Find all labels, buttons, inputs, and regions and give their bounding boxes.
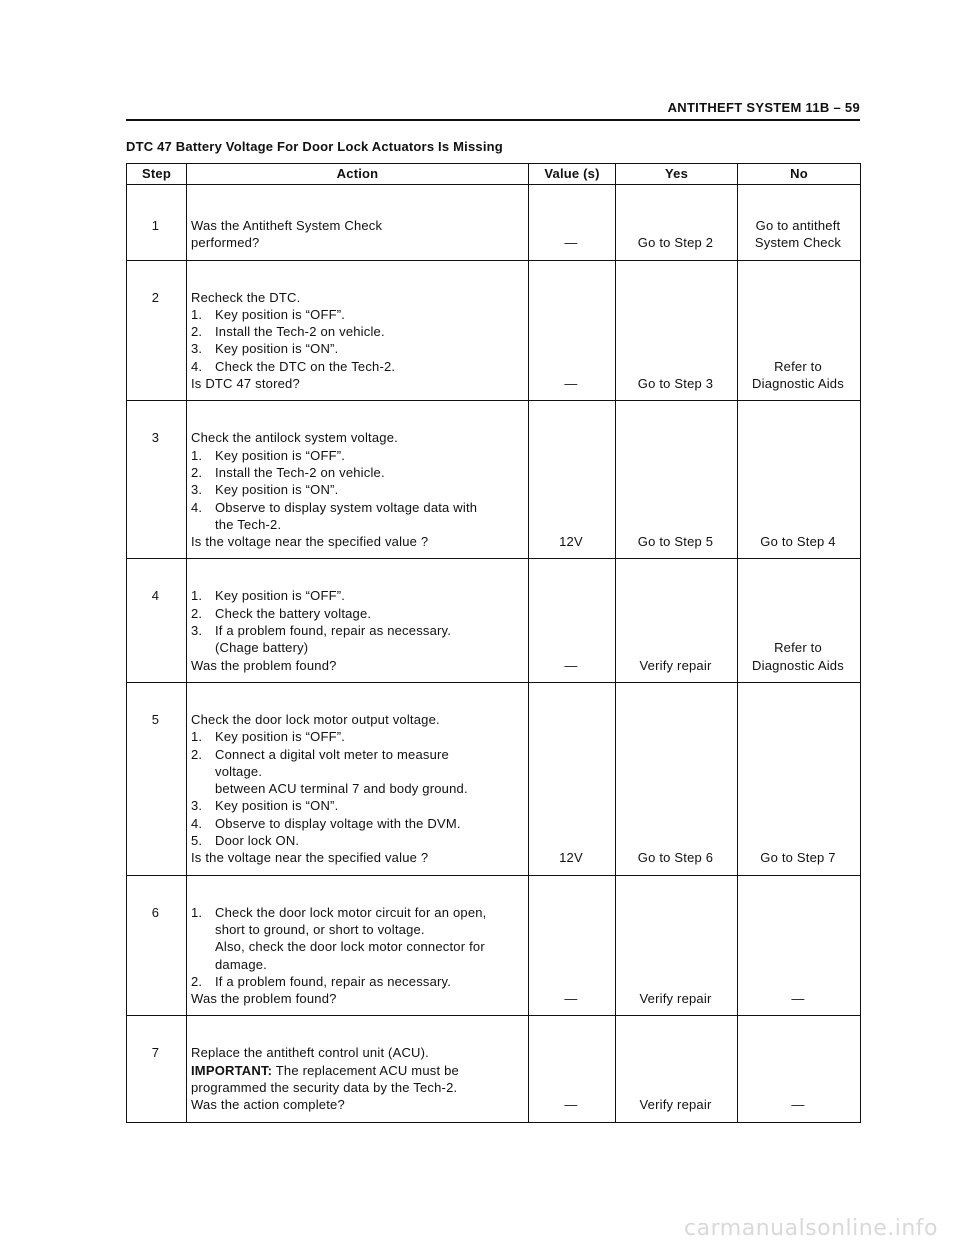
list-number: 3. <box>191 798 203 814</box>
list-body <box>215 499 477 534</box>
no-line: — <box>791 991 805 1007</box>
list-text: Key position is “OFF”. <box>215 306 346 322</box>
no-line: Go to antitheft <box>755 218 841 233</box>
list-number: 3. <box>191 623 203 639</box>
action-line: Check the door lock motor output voltage. <box>191 711 440 727</box>
list-number: 1. <box>191 306 203 322</box>
no-line: Refer to <box>774 640 822 656</box>
list-text: Key position is “ON”. <box>215 798 339 814</box>
list-body <box>215 447 345 464</box>
list-continuation: between ACU terminal 7 and body ground. <box>215 781 468 797</box>
action-cell <box>187 185 529 261</box>
value-cell: — <box>529 260 616 401</box>
step-cell: 6 <box>127 875 187 1016</box>
action-question: Is DTC 47 stored? <box>191 376 300 392</box>
step-cell: 3 <box>127 401 187 559</box>
value-cell: — <box>529 559 616 682</box>
list-text: If a problem found, repair as necessary. <box>215 623 452 639</box>
list-number: 2. <box>191 746 203 762</box>
important-label: IMPORTANT: <box>191 1062 273 1078</box>
value-cell: — <box>529 1016 616 1122</box>
list-text: Connect a digital volt meter to measure <box>215 746 449 762</box>
action-cell <box>187 1016 529 1122</box>
action-question: Is the voltage near the specified value ? <box>191 850 429 866</box>
list-body <box>215 306 345 323</box>
list-text: Observe to display system voltage data with <box>215 499 478 515</box>
list-number: 1. <box>191 588 203 604</box>
watermark <box>0 1212 960 1244</box>
list-number: 4. <box>191 358 203 374</box>
list-text: Check the door lock motor circuit for an open, <box>215 904 487 920</box>
table-header-row <box>127 164 861 185</box>
action-cell <box>187 260 529 401</box>
no-line: Go to Step 4 <box>760 534 836 550</box>
list-text: Key position is “ON”. <box>215 482 339 498</box>
list-number: 1. <box>191 904 203 920</box>
list-number: 2. <box>191 973 203 989</box>
no-line: Refer to <box>774 358 822 374</box>
table-row <box>127 559 861 682</box>
action-cell <box>187 682 529 875</box>
action-list-item <box>191 832 522 849</box>
action-list-item <box>191 358 522 375</box>
list-continuation: damage. <box>215 956 267 972</box>
list-continuation: voltage. <box>215 763 263 779</box>
action-question: Was the problem found? <box>191 991 337 1007</box>
list-continuation: the Tech-2. <box>215 516 282 532</box>
table-row <box>127 401 861 559</box>
action-cell <box>187 401 529 559</box>
action-list-item <box>191 605 522 622</box>
yes-cell: Go to Step 5 <box>616 401 738 559</box>
step-cell: 2 <box>127 260 187 401</box>
col-step-header: Step <box>127 164 187 185</box>
list-text: Observe to display voltage with the DVM. <box>215 815 461 831</box>
list-body <box>215 815 461 832</box>
value-cell: — <box>529 185 616 261</box>
action-line: performed? <box>191 235 260 251</box>
table-row <box>127 875 861 1016</box>
value-cell: 12V <box>529 682 616 875</box>
action-list-item <box>191 728 522 745</box>
table-row <box>127 682 861 875</box>
list-body <box>215 605 371 622</box>
list-body <box>215 973 451 990</box>
important-line <box>191 1062 522 1079</box>
action-list-item <box>191 904 522 973</box>
list-body <box>215 622 451 657</box>
action-question: Is the voltage near the specified value ? <box>191 534 429 550</box>
col-action-header: Action <box>187 164 529 185</box>
list-number: 2. <box>191 605 203 621</box>
list-number: 3. <box>191 341 203 357</box>
no-cell <box>738 185 861 261</box>
list-body <box>215 797 338 814</box>
no-line: Go to Step 7 <box>760 850 836 866</box>
action-list-item <box>191 797 522 814</box>
list-text: Door lock ON. <box>215 833 300 849</box>
action-cell <box>187 875 529 1016</box>
list-body <box>215 464 385 481</box>
dtc-title: DTC 47 Battery Voltage For Door Lock Actuators Is Missing <box>126 139 503 154</box>
header-rule <box>126 119 860 121</box>
list-text: Key position is “ON”. <box>215 341 339 357</box>
list-text: If a problem found, repair as necessary. <box>215 973 452 989</box>
value-cell: — <box>529 875 616 1016</box>
list-number: 2. <box>191 324 203 340</box>
list-body <box>215 358 395 375</box>
action-list-item <box>191 323 522 340</box>
yes-cell: Go to Step 3 <box>616 260 738 401</box>
action-question: Was the action complete? <box>191 1097 345 1113</box>
list-text: Install the Tech-2 on vehicle. <box>215 464 385 480</box>
diagnostic-table <box>126 163 861 1123</box>
step-cell: 4 <box>127 559 187 682</box>
list-body <box>215 832 299 849</box>
col-value-header: Value (s) <box>529 164 616 185</box>
yes-cell: Go to Step 2 <box>616 185 738 261</box>
list-body <box>215 904 487 973</box>
action-question: Was the problem found? <box>191 657 337 673</box>
action-list-item <box>191 973 522 990</box>
list-text: Check the DTC on the Tech-2. <box>215 358 396 374</box>
no-cell <box>738 401 861 559</box>
step-cell: 1 <box>127 185 187 261</box>
action-list-item <box>191 340 522 357</box>
no-cell <box>738 559 861 682</box>
list-body <box>215 746 468 798</box>
action-list-item <box>191 587 522 604</box>
table-row <box>127 260 861 401</box>
no-cell <box>738 1016 861 1122</box>
action-line: Recheck the DTC. <box>191 289 301 305</box>
list-number: 4. <box>191 499 203 515</box>
table-row <box>127 1016 861 1122</box>
important-text: The replacement ACU must be <box>272 1062 459 1078</box>
list-body <box>215 587 345 604</box>
action-list-item <box>191 815 522 832</box>
no-cell <box>738 260 861 401</box>
list-continuation: (Chage battery) <box>215 640 309 656</box>
list-body <box>215 728 345 745</box>
list-body <box>215 481 338 498</box>
action-list-item <box>191 746 522 798</box>
no-cell <box>738 682 861 875</box>
action-line: Replace the antitheft control unit (ACU). <box>191 1045 429 1061</box>
list-number: 1. <box>191 729 203 745</box>
list-number: 2. <box>191 464 203 480</box>
no-line: — <box>791 1097 805 1113</box>
col-yes-header: Yes <box>616 164 738 185</box>
action-list-item <box>191 306 522 323</box>
list-text: Key position is “OFF”. <box>215 588 346 604</box>
yes-cell: Verify repair <box>616 1016 738 1122</box>
col-no-header: No <box>738 164 861 185</box>
yes-cell: Go to Step 6 <box>616 682 738 875</box>
no-line: Diagnostic Aids <box>752 376 844 392</box>
list-body <box>215 323 385 340</box>
list-body <box>215 340 338 357</box>
action-list-item <box>191 499 522 534</box>
step-cell: 7 <box>127 1016 187 1122</box>
action-list-item <box>191 464 522 481</box>
table-row <box>127 185 861 261</box>
list-text: Key position is “OFF”. <box>215 447 346 463</box>
action-list-item <box>191 447 522 464</box>
list-number: 1. <box>191 447 203 463</box>
step-cell: 5 <box>127 682 187 875</box>
list-continuation: Also, check the door lock motor connector for <box>215 939 485 955</box>
value-cell: 12V <box>529 401 616 559</box>
list-number: 5. <box>191 833 203 849</box>
list-continuation: short to ground, or short to voltage. <box>215 921 425 937</box>
page-header: ANTITHEFT SYSTEM 11B – 59 <box>667 100 860 115</box>
yes-cell: Verify repair <box>616 875 738 1016</box>
important-continuation: programmed the security data by the Tech-2. <box>191 1079 458 1095</box>
yes-cell: Verify repair <box>616 559 738 682</box>
list-text: Check the battery voltage. <box>215 605 372 621</box>
list-text: Install the Tech-2 on vehicle. <box>215 324 385 340</box>
list-text: Key position is “OFF”. <box>215 729 346 745</box>
action-list-item <box>191 481 522 498</box>
no-cell <box>738 875 861 1016</box>
no-line: Diagnostic Aids <box>752 657 844 673</box>
no-line: System Check <box>754 235 842 251</box>
action-list-item <box>191 622 522 657</box>
action-line: Was the Antitheft System Check <box>191 218 383 233</box>
list-number: 3. <box>191 482 203 498</box>
action-line: Check the antilock system voltage. <box>191 430 398 446</box>
watermark-text: carmanualsonline.info <box>684 1215 938 1241</box>
action-cell <box>187 559 529 682</box>
list-number: 4. <box>191 815 203 831</box>
